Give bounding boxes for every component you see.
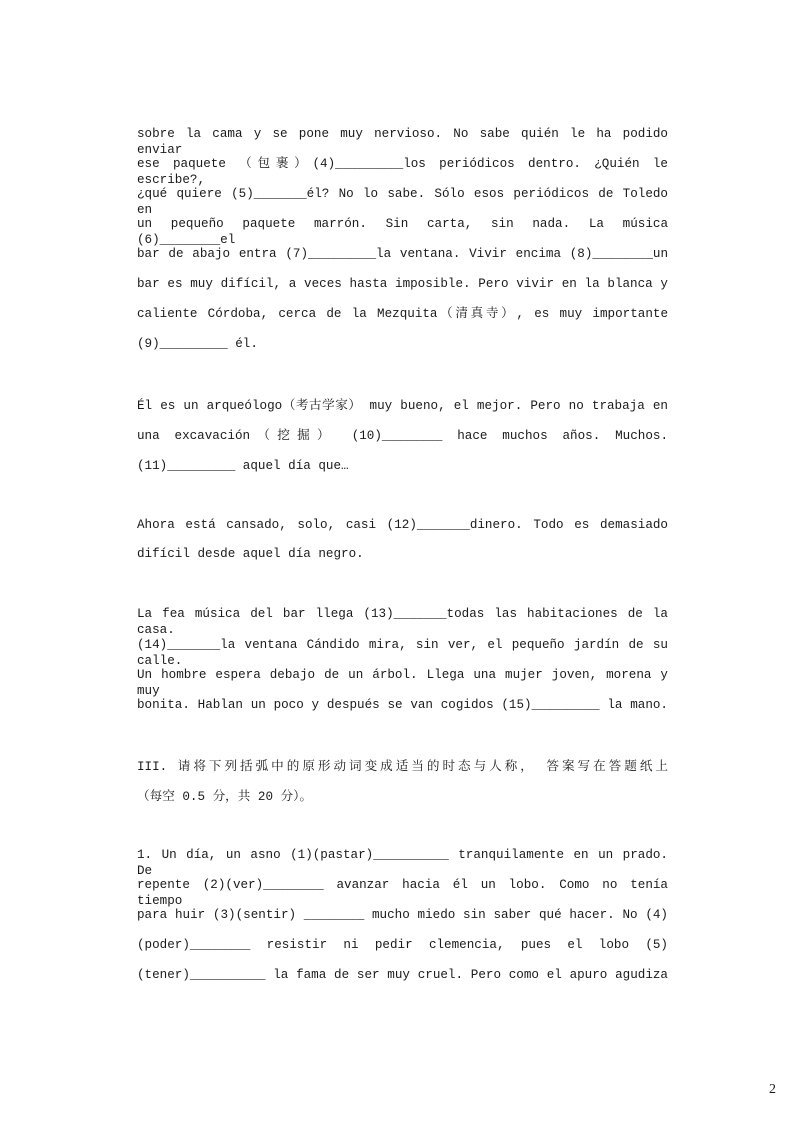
text-line: sobre la cama y se pone muy nervioso. No sabe quién le ha podido enviar (137, 127, 668, 157)
text-line: 1. Un día, un asno (1)(pastar)__________ tranquilamente en un prado. De (137, 848, 668, 878)
section-heading: （每空 0.5 分，共 20 分）。 (137, 790, 313, 804)
text-line: (tener)__________ la fama de ser muy cruel. Pero como el apuro agudiza (137, 968, 668, 982)
text-line: para huir (3)(sentir) ________ mucho miedo sin saber qué hacer. No (4) (137, 908, 668, 922)
text-line: repente (2)(ver)________ avanzar hacia él un lobo. Como no tenía tiempo (137, 878, 668, 908)
text-line: (14)_______la ventana Cándido mira, sin ver, el pequeño jardín de su calle. (137, 638, 668, 668)
text-line: bar es muy difícil, a veces hasta imposible. Pero vivir en la blanca y (137, 277, 668, 291)
text-line: bar de abajo entra (7)_________la ventana. Vivir encima (8)________un (137, 247, 668, 261)
text-line: una excavación（挖掘） (10)________ hace muchos años. Muchos. (137, 429, 668, 443)
text-line: (11)_________ aquel día que… (137, 459, 349, 473)
page-number: 2 (769, 1082, 776, 1097)
text-line: Él es un arqueólogo（考古学家） muy bueno, el mejor. Pero no trabaja en (137, 399, 668, 413)
text-line: (9)_________ él. (137, 337, 258, 351)
text-line: (poder)________ resistir ni pedir clemencia, pues el lobo (5) (137, 938, 668, 952)
section-heading: III. 请将下列括弧中的原形动词变成适当的时态与人称， 答案写在答题纸上 (137, 760, 668, 774)
text-line: ese paquete （包裹）(4)_________los periódicos dentro. ¿Quién le escribe?, (137, 157, 668, 187)
text-line: caliente Córdoba, cerca de la Mezquita（清真寺）, es muy importante (137, 307, 668, 321)
text-line: un pequeño paquete marrón. Sin carta, sin nada. La música (6)________el (137, 217, 668, 247)
text-line: Ahora está cansado, solo, casi (12)_______dinero. Todo es demasiado (137, 518, 668, 532)
text-line: bonita. Hablan un poco y después se van cogidos (15)_________ la mano. (137, 698, 668, 712)
text-line: ¿qué quiere (5)_______él? No lo sabe. Sólo esos periódicos de Toledo en (137, 187, 668, 217)
text-line: Un hombre espera debajo de un árbol. Llega una mujer joven, morena y muy (137, 668, 668, 698)
text-line: La fea música del bar llega (13)_______todas las habitaciones de la casa. (137, 607, 668, 637)
text-line: difícil desde aquel día negro. (137, 547, 364, 561)
